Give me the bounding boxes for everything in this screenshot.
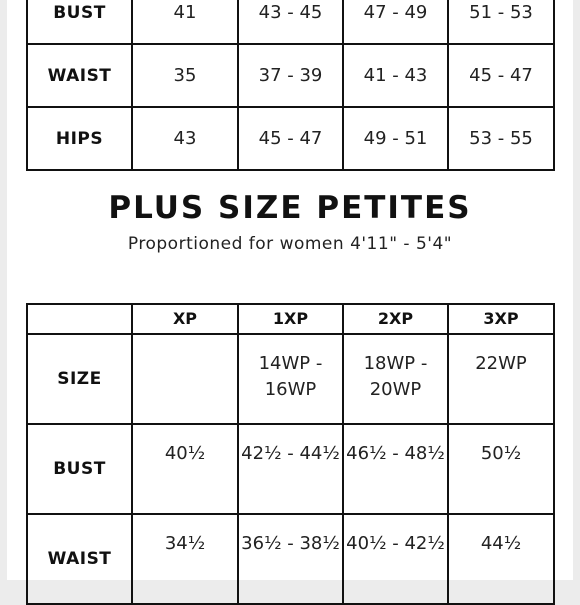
header-cell-2xp: 2XP xyxy=(343,304,448,334)
header-cell-1xp: 1XP xyxy=(238,304,343,334)
table-cell: 45 - 47 xyxy=(238,107,343,170)
table-row-hips xyxy=(27,107,554,170)
table-cell: 44½ xyxy=(448,514,554,604)
table-cell: 43 - 45 xyxy=(238,0,343,44)
size-chart-table-top xyxy=(26,0,555,171)
row-label-size: SIZE xyxy=(27,334,132,424)
table-cell: 43 xyxy=(132,107,238,170)
row-label-hips: HIPS xyxy=(27,107,132,170)
header-cell-xp: XP xyxy=(132,304,238,334)
table-cell: 18WP - 20WP xyxy=(343,334,448,424)
table-cell: 22WP xyxy=(448,334,554,424)
table-cell: 50½ xyxy=(448,424,554,514)
table-cell: 40½ - 42½ xyxy=(343,514,448,604)
row-label-waist: WAIST xyxy=(27,44,132,107)
section-title: PLUS SIZE PETITES xyxy=(108,190,472,226)
table-cell: 41 - 43 xyxy=(343,44,448,107)
table-row-waist xyxy=(27,44,554,107)
section-subtitle: Proportioned for women 4'11" - 5'4" xyxy=(127,234,453,254)
table-cell: 46½ - 48½ xyxy=(343,424,448,514)
table-cell: 14WP - 16WP xyxy=(238,334,343,424)
table-cell: 37 - 39 xyxy=(238,44,343,107)
table-header-row xyxy=(27,304,554,334)
table-cell: 53 - 55 xyxy=(448,107,554,170)
table-row-waist xyxy=(27,514,554,604)
row-label-waist: WAIST xyxy=(27,514,132,604)
table-cell: 51 - 53 xyxy=(448,0,554,44)
size-chart-table-petites xyxy=(26,303,555,605)
table-row-size xyxy=(27,334,554,424)
table-cell: 49 - 51 xyxy=(343,107,448,170)
table-row-bust xyxy=(27,0,554,44)
table-cell: 41 xyxy=(132,0,238,44)
row-label-bust: BUST xyxy=(27,424,132,514)
table-cell: 35 xyxy=(132,44,238,107)
table-cell: 45 - 47 xyxy=(448,44,554,107)
table-cell: 42½ - 44½ xyxy=(238,424,343,514)
table-cell xyxy=(132,334,238,424)
row-label-bust: BUST xyxy=(27,0,132,44)
table-cell: 47 - 49 xyxy=(343,0,448,44)
table-cell: 40½ xyxy=(132,424,238,514)
header-cell-empty xyxy=(27,304,132,334)
table-row-bust xyxy=(27,424,554,514)
header-cell-3xp: 3XP xyxy=(448,304,554,334)
table-cell: 36½ - 38½ xyxy=(238,514,343,604)
table-cell: 34½ xyxy=(132,514,238,604)
